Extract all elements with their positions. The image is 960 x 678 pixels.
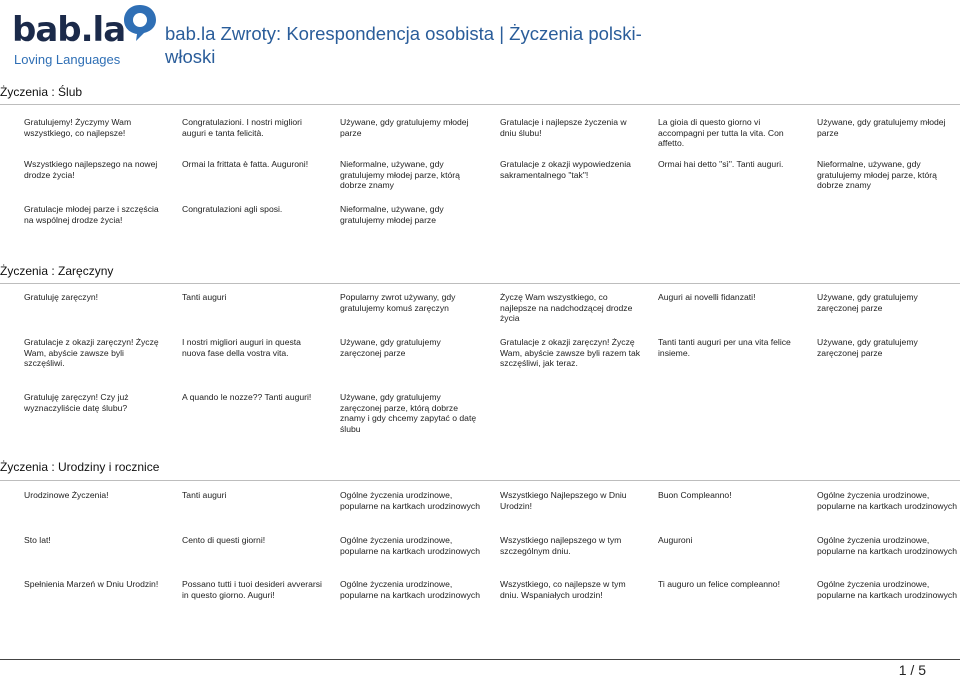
- phrase-cell: Używane, gdy gratulujemy młodej parze: [340, 117, 469, 138]
- phrase-cell: Używane, gdy gratulujemy zaręczonej parze: [817, 292, 918, 313]
- logo[interactable]: [12, 2, 152, 68]
- phrase-cell: Gratulacje i najlepsze życzenia w dniu ślubu!: [500, 117, 627, 138]
- logo-tagline: Loving Languages: [14, 52, 121, 67]
- phrase-cell: Ogólne życzenia urodzinowe, popularne na kartkach urodzinowych: [340, 579, 480, 600]
- phrase-cell: Ogólne życzenia urodzinowe, popularne na kartkach urodzinowych: [340, 535, 480, 556]
- phrase-cell: La gioia di questo giorno vi accompagni per tutta la vita. Con affetto.: [658, 117, 784, 148]
- phrase-cell: Ti auguro un felice compleanno!: [658, 579, 780, 589]
- phrase-cell: Gratuluję zaręczyn! Czy już wyznaczyliście datę ślubu?: [24, 392, 129, 413]
- phrase-cell: Nieformalne, używane, gdy gratulujemy młodej parze: [340, 204, 444, 225]
- phrase-cell: Auguri ai novelli fidanzati!: [658, 292, 756, 302]
- speech-bubble-icon: [120, 2, 160, 47]
- phrase-cell: Ogólne życzenia urodzinowe, popularne na kartkach urodzinowych: [817, 490, 957, 511]
- phrase-cell: Gratulacje młodej parze i szczęścia na wspólnej drodze życia!: [24, 204, 159, 225]
- footer-divider: [0, 659, 960, 660]
- section-title: Życzenia : Ślub: [0, 85, 83, 99]
- phrase-cell: I nostri migliori auguri in questa nuova fase della vostra vita.: [182, 337, 301, 358]
- phrase-cell: Buon Compleanno!: [658, 490, 732, 500]
- section-divider: [0, 480, 960, 481]
- phrase-cell: Gratulacje z okazji wypowiedzenia sakramentalnego "tak"!: [500, 159, 631, 180]
- phrase-cell: Wszystkiego, co najlepsze w tym dniu. Wspaniałych urodzin!: [500, 579, 626, 600]
- phrase-cell: Tanti tanti auguri per una vita felice insieme.: [658, 337, 791, 358]
- phrase-cell: Tanti auguri: [182, 490, 227, 500]
- section-title: Życzenia : Urodziny i rocznice: [0, 460, 160, 474]
- phrase-cell: Tanti auguri: [182, 292, 227, 302]
- phrase-cell: Nieformalne, używane, gdy gratulujemy młodej parze, którą dobrze znamy: [817, 159, 937, 190]
- section-title: Życzenia : Zaręczyny: [0, 264, 114, 278]
- phrase-cell: Gratulujemy! Życzymy Wam wszystkiego, co najlepsze!: [24, 117, 132, 138]
- phrase-cell: Wszystkiego najlepszego w tym szczególnym dniu.: [500, 535, 622, 556]
- phrase-cell: Spełnienia Marzeń w Dniu Urodzin!: [24, 579, 159, 589]
- phrase-cell: Ogólne życzenia urodzinowe, popularne na kartkach urodzinowych: [817, 579, 957, 600]
- phrase-cell: Używane, gdy gratulujemy młodej parze: [817, 117, 946, 138]
- phrase-cell: Wszystkiego Najlepszego w Dniu Urodzin!: [500, 490, 627, 511]
- phrase-cell: Używane, gdy gratulujemy zaręczonej parze, którą dobrze znamy i gdy chcemy zapytać o datę ślubu: [340, 392, 477, 434]
- phrase-cell: Gratulacje z okazji zaręczyn! Życzę Wam, abyście zawsze byli razem tak szczęśliwi, jak teraz.: [500, 337, 641, 368]
- phrase-cell: Używane, gdy gratulujemy zaręczonej parze: [817, 337, 918, 358]
- phrase-cell: Ogólne życzenia urodzinowe, popularne na kartkach urodzinowych: [340, 490, 480, 511]
- phrase-cell: Gratulacje z okazji zaręczyn! Życzę Wam, abyście zawsze byli szczęśliwi.: [24, 337, 159, 368]
- phrase-cell: Congratulazioni. I nostri migliori auguri e tanta felicità.: [182, 117, 302, 138]
- phrase-cell: Urodzinowe Życzenia!: [24, 490, 109, 500]
- phrase-cell: Wszystkiego najlepszego na nowej drodze życia!: [24, 159, 158, 180]
- phrase-cell: Sto lat!: [24, 535, 51, 545]
- phrase-cell: Popularny zwrot używany, gdy gratulujemy komuś zaręczyn: [340, 292, 456, 313]
- phrase-cell: Życzę Wam wszystkiego, co najlepsze na nadchodzącej drodze życia: [500, 292, 633, 323]
- phrase-cell: A quando le nozze?? Tanti auguri!: [182, 392, 312, 402]
- phrase-cell: Auguroni: [658, 535, 693, 545]
- phrase-cell: Congratulazioni agli sposi.: [182, 204, 283, 214]
- section-divider: [0, 283, 960, 284]
- phrase-cell: Ormai hai detto "sì". Tanti auguri.: [658, 159, 784, 169]
- phrase-cell: Nieformalne, używane, gdy gratulujemy młodej parze, którą dobrze znamy: [340, 159, 460, 190]
- phrase-cell: Ormai la frittata è fatta. Auguroni!: [182, 159, 309, 169]
- page-footer: [0, 656, 960, 678]
- phrase-cell: Ogólne życzenia urodzinowe, popularne na kartkach urodzinowych: [817, 535, 957, 556]
- phrase-cell: Possano tutti i tuoi desideri avverarsi in questo giorno. Auguri!: [182, 579, 322, 600]
- phrase-cell: Gratuluję zaręczyn!: [24, 292, 99, 302]
- header: [0, 0, 960, 80]
- page-number: 1 / 5: [898, 662, 926, 678]
- logo-wordmark: bab.la: [12, 10, 126, 50]
- section-divider: [0, 104, 960, 105]
- page-title: bab.la Zwroty: Korespondencja osobista | Życzenia polski-włoski: [165, 23, 642, 67]
- phrase-cell: Cento di questi giorni!: [182, 535, 266, 545]
- phrase-cell: Używane, gdy gratulujemy zaręczonej parze: [340, 337, 441, 358]
